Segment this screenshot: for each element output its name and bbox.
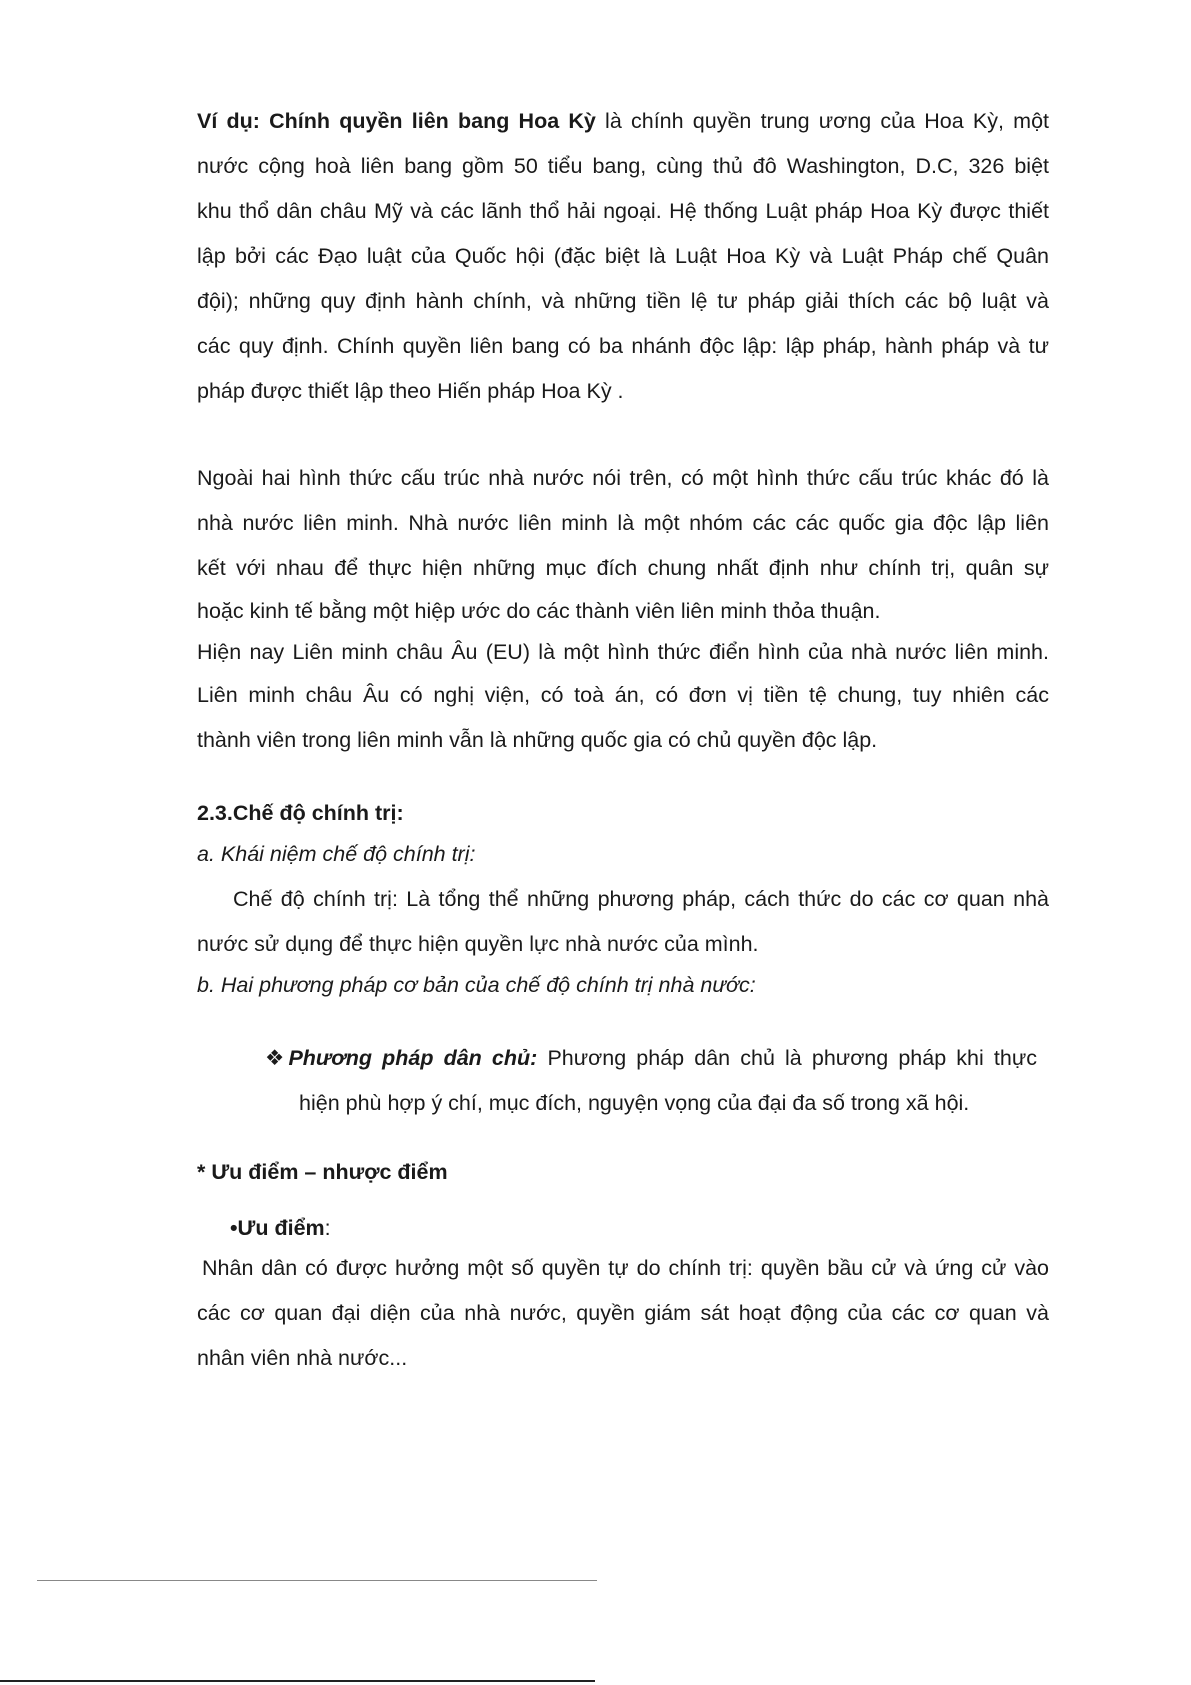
diamond-bullet-icon: ❖ xyxy=(265,1046,289,1070)
text-span: là chính quyền trung ương của Hoa Kỳ, một xyxy=(595,109,1049,133)
text-line: Ngoài hai hình thức cấu trúc nhà nước nói trên, có một hình thức cấu trúc khác đó là xyxy=(197,466,1049,490)
pros-cons-heading xyxy=(197,1156,448,1188)
text-line: nhân viên nhà nước... xyxy=(197,1346,408,1370)
text-line xyxy=(197,99,1049,144)
text-line: thành viên trong liên minh vẫn là những quốc gia có chủ quyền độc lập. xyxy=(197,728,878,752)
text-line: Chế độ chính trị: Là tổng thể những phương pháp, cách thức do các cơ quan nhà xyxy=(233,887,1049,911)
text-line: hiện phù hợp ý chí, mục đích, nguyện vọng của đại đa số trong xã hội. xyxy=(299,1091,970,1115)
paragraph-confederation xyxy=(197,456,1049,763)
bold-lead: Ví dụ: Chính quyền liên bang Hoa Kỳ xyxy=(197,109,596,133)
text-line: đội); những quy định hành chính, và những tiền lệ tư pháp giải thích các bộ luật và xyxy=(197,289,1049,313)
paragraph-us-federal-government xyxy=(197,99,1049,414)
text-line: nước cộng hoà liên bang gồm 50 tiểu bang, cùng thủ đô Washington, D.C, 326 biệt xyxy=(197,154,1049,178)
text-line: lập bởi các Đạo luật của Quốc hội (đặc biệt là Luật Hoa Kỳ và Luật Pháp chế Quân xyxy=(197,244,1049,268)
page-bottom-rule xyxy=(0,1680,595,1682)
dot-bullet-icon: • xyxy=(230,1216,238,1240)
text-line xyxy=(265,1036,1037,1081)
footnote-separator xyxy=(37,1580,597,1581)
text-line: khu thổ dân châu Mỹ và các lãnh thổ hải ngoại. Hệ thống Luật pháp Hoa Kỳ được thiết xyxy=(197,199,1049,223)
pros-paragraph xyxy=(197,1246,1049,1381)
subheading-a: a. Khái niệm chế độ chính trị: xyxy=(197,842,476,866)
text-line: nước sử dụng để thực hiện quyền lực nhà nước của mình. xyxy=(197,932,759,956)
bullet-democratic-method xyxy=(265,1036,1037,1126)
text-line: Hiện nay Liên minh châu Âu (EU) là một hình thức điển hình của nhà nước liên minh. xyxy=(197,640,1049,664)
text-span: Phương pháp dân chủ là phương pháp khi thực xyxy=(537,1046,1037,1070)
text-line: Nhân dân có được hưởng một số quyền tự do chính trị: quyền bầu cử và ứng cử vào xyxy=(202,1256,1049,1280)
section-heading xyxy=(197,797,404,829)
text-line: pháp được thiết lập theo Hiến pháp Hoa Kỳ . xyxy=(197,379,624,403)
pros-label xyxy=(230,1212,331,1244)
heading-text: * Ưu điểm – nhược điểm xyxy=(197,1160,448,1184)
text-line: các cơ quan đại diện của nhà nước, quyền giám sát hoạt động của các cơ quan và xyxy=(197,1301,1049,1325)
text-line: nhà nước liên minh. Nhà nước liên minh là một nhóm các các quốc gia độc lập liên xyxy=(197,511,1049,535)
text-line: Liên minh châu Âu có nghị viện, có toà án, có đơn vị tiền tệ chung, tuy nhiên các xyxy=(197,683,1049,707)
text-line: các quy định. Chính quyền liên bang có ba nhánh độc lập: lập pháp, hành pháp và tư xyxy=(197,334,1049,358)
text-line: hoặc kinh tế bằng một hiệp ước do các thành viên liên minh thỏa thuận. xyxy=(197,599,881,623)
heading-text: 2.3.Chế độ chính trị: xyxy=(197,801,404,825)
pros-label-text: Ưu điểm xyxy=(237,1216,325,1240)
bullet-bold: Phương pháp dân chủ: xyxy=(288,1046,538,1070)
colon: : xyxy=(324,1216,331,1240)
text-line: kết với nhau để thực hiện những mục đích chung nhất định như chính trị, quân sự xyxy=(197,556,1049,580)
definition-paragraph xyxy=(197,877,1049,967)
subheading-b: b. Hai phương pháp cơ bản của chế độ chính trị nhà nước: xyxy=(197,973,756,997)
